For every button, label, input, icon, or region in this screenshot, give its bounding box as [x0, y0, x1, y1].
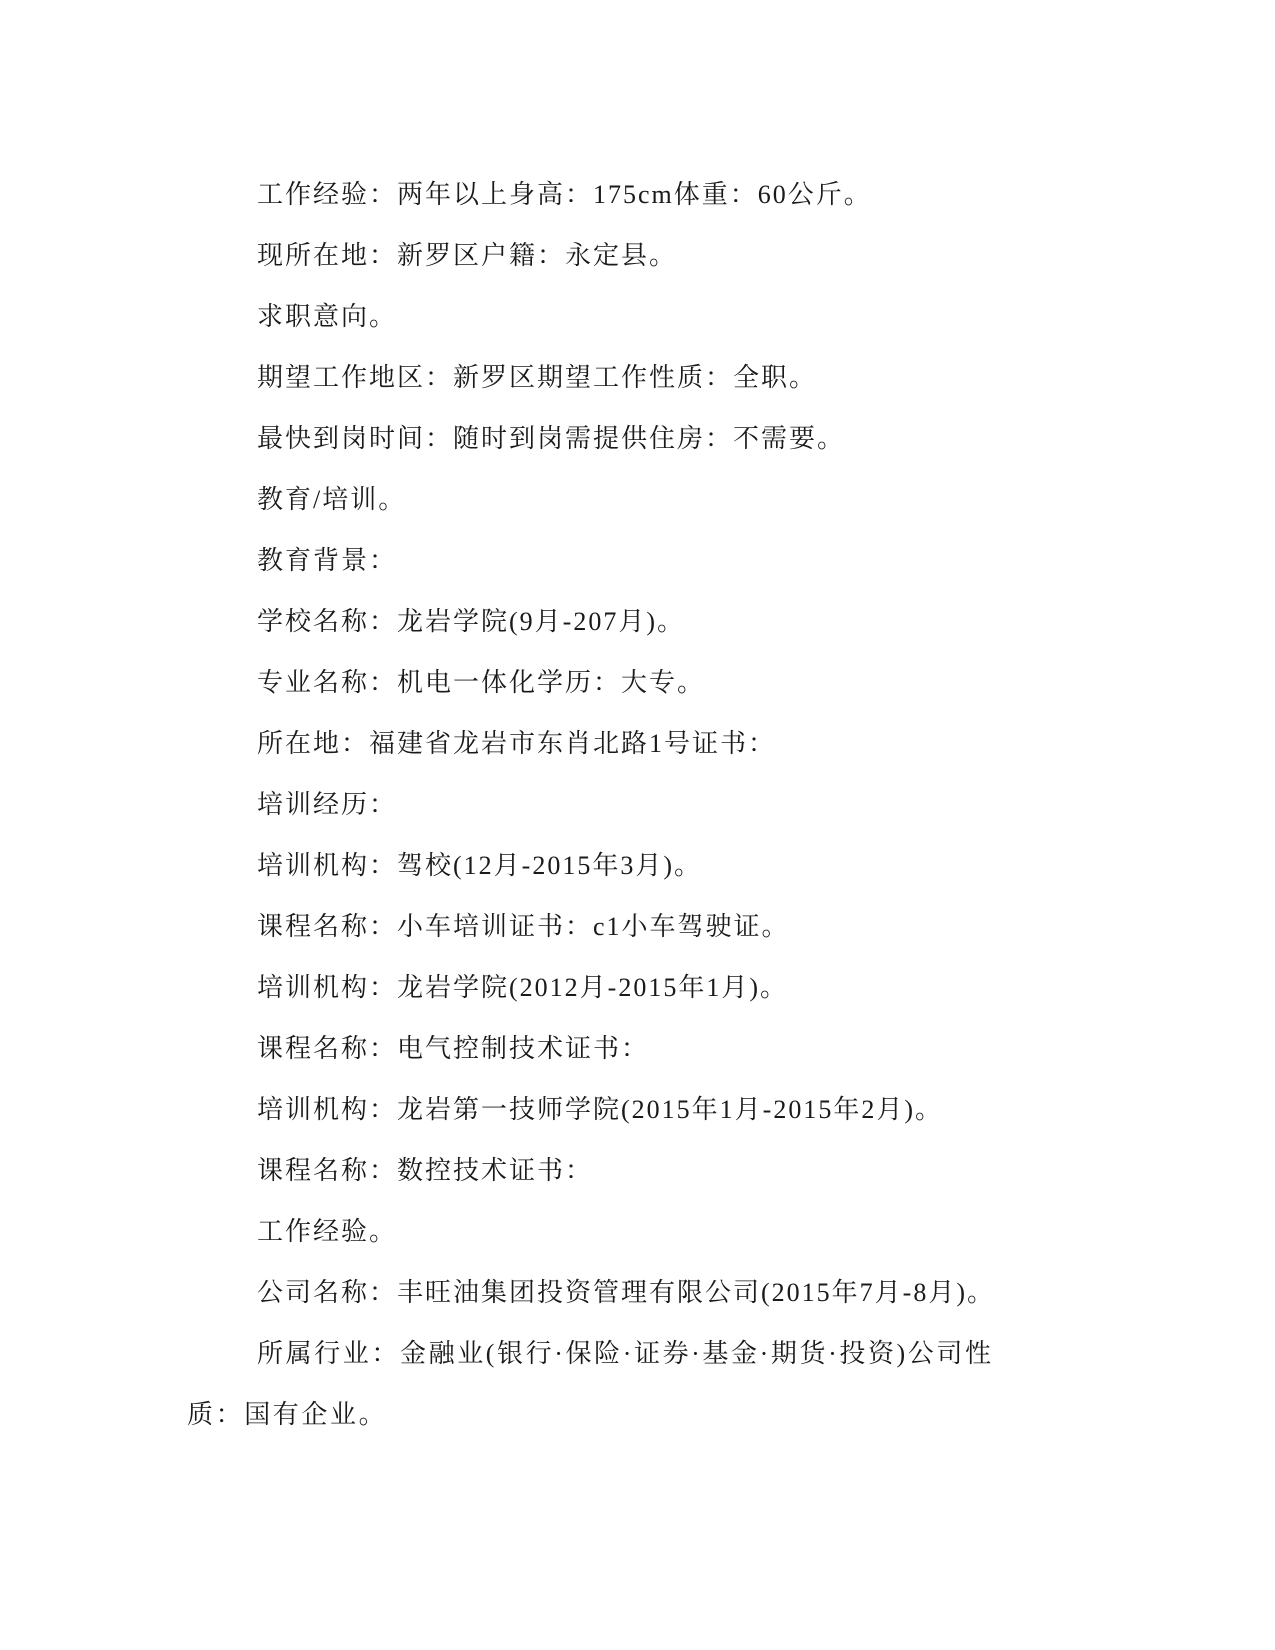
- paragraph-course-1: 课程名称：小车培训证书：c1小车驾驶证。: [257, 912, 790, 941]
- paragraph-education-training-heading: 教育/培训。: [257, 485, 407, 514]
- paragraph-education-background: 教育背景：: [257, 546, 398, 575]
- paragraph-company-name: 公司名称：丰旺油集团投资管理有限公司(2015年7月-8月)。: [257, 1278, 995, 1307]
- paragraph-training-history: 培训经历：: [257, 790, 398, 819]
- paragraph-school-address: 所在地：福建省龙岩市东肖北路1号证书：: [257, 729, 777, 758]
- paragraph-start-time: 最快到岗时间：随时到岗需提供住房：不需要。: [257, 424, 846, 453]
- paragraph-work-experience-heading: 工作经验。: [257, 1217, 398, 1246]
- paragraph-course-3: 课程名称：数控技术证书：: [257, 1156, 594, 1185]
- paragraph-job-intention-heading: 求职意向。: [257, 302, 398, 331]
- paragraph-expected-area: 期望工作地区：新罗区期望工作性质：全职。: [257, 363, 818, 392]
- paragraph-school-name: 学校名称：龙岩学院(9月-207月)。: [257, 607, 685, 636]
- paragraph-location: 现所在地：新罗区户籍：永定县。: [257, 241, 678, 270]
- paragraph-course-2: 课程名称：电气控制技术证书：: [257, 1034, 650, 1063]
- paragraph-training-org-1: 培训机构：驾校(12月-2015年3月)。: [257, 851, 702, 880]
- paragraph-work-experience-summary: 工作经验：两年以上身高：175cm体重：60公斤。: [257, 180, 872, 209]
- paragraph-training-org-3: 培训机构：龙岩第一技师学院(2015年1月-2015年2月)。: [257, 1095, 943, 1124]
- paragraph-industry: 所属行业：金融业(银行·保险·证券·基金·期货·投资)公司性质：国有企业。: [187, 1339, 994, 1429]
- paragraph-major: 专业名称：机电一体化学历：大专。: [257, 668, 706, 697]
- resume-body: [187, 164, 1037, 1445]
- paragraph-training-org-2: 培训机构：龙岩学院(2012月-2015年1月)。: [257, 973, 788, 1002]
